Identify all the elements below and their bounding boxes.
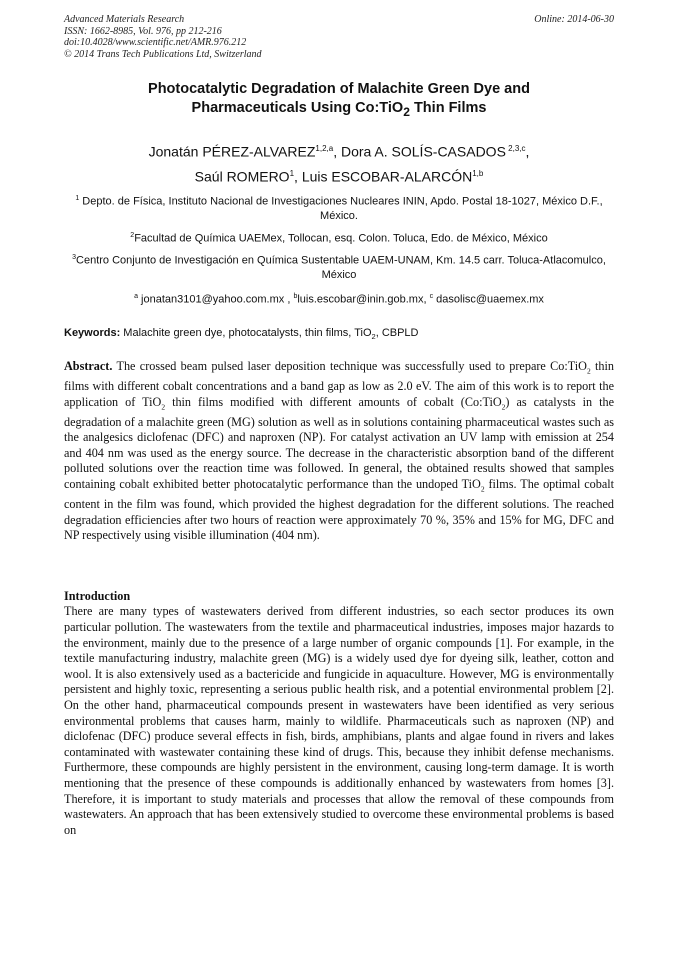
title-line-1: Photocatalytic Degradation of Malachite Green Dye and	[148, 81, 530, 97]
journal-header	[64, 14, 614, 60]
authors-line-2: Saúl ROMERO$^1$, Luis ESCOBAR-ALARCÓN$^{1,b}$	[194, 168, 484, 185]
abstract: Abstract. The crossed beam pulsed laser deposition technique was successfully used to prepare Co:TiO$_2$ thin films with different cobalt concentrations and a band gap as low as 2.0 eV. The aim of this work is to report the application of TiO$_2$ thin films modified with different amounts of cobalt (Co:TiO$_2$) as catalysts in the degradation of a malachite green (MG) solution as well as in solutions containing pharmaceutical wastes such as the analgesics diclofenac (DFC) and naproxen (NP). For catalyst activation an UV lamp with emission at 254 and 404 nm was used as the energy source. The decrease in the characteristic absorption band of the different polluted solutions over the reaction time was followed. In general, the obtained results showed that samples containing cobalt exhibited better photocatalytic performance than the undoped TiO$_2$ films. The optimal cobalt content in the film was found, which provided the highest degradation for the different solutions. The reached degradation efficiencies after two hours of reaction were approximately 70 %, 35% and 15% for MG, DFC and NP respectively using visible illumination (404 nm).	[64, 359, 615, 543]
abstract-label: Abstract.	[64, 359, 113, 374]
author-name: Jonatán PÉREZ-ALVAREZ	[148, 143, 316, 160]
paper-title	[64, 80, 614, 122]
issn-line: ISSN: 1662-8985, Vol. 976, pp 212-216	[64, 25, 222, 37]
author-name: Dora A. SOLÍS-CASADOS	[340, 143, 506, 160]
paper-page	[64, 14, 614, 838]
keywords-label: Keywords:	[64, 326, 121, 339]
author-list	[64, 138, 614, 187]
authors-line-1: Jonatán PÉREZ-ALVAREZ$^{1,2,a}$, Dora A. SOLÍS-CASADOS $^{2,3,c}$,	[148, 143, 530, 160]
author-name: Luis ESCOBAR-ALARCÓN	[301, 168, 473, 185]
introduction-heading: Introduction	[64, 588, 131, 603]
introduction-text: There are many types of wastewaters derived from different industries, so each sector produces its own particular pollution. The wastewaters from the textile and pharmaceutical industries, imposes major hazards to the environment, mainly due to the presence of a large number of organic compounds [1]. For example, in the textile manufacturing industry, malachite green (MG) is a widely used dye for dyeing silk, leather, cotton and wool. It is also extensively used as a bactericide and fungicide in aquaculture. However, MG is environmentally persistent and highly toxic, representing a serious public health risk, and a potential environmental problem [2]. On the other hand, pharmaceutical compounds present in wastewaters have been identified as very serious environmental problems that causes harm, mainly to wildlife. Pharmaceuticals such as naproxen (NP) and diclofenac (DFC) produce several effects in fish, birds, amphibians, plants and algae found in rivers and lakes contaminated with wastewater containing these kind of drugs. This, because they inhibit defense mechanisms. Furthermore, these compounds are highly persistent in the environment, causing long-term damage. It is worth mentioning that the presence of these compounds is additionally enhanced by wastewaters from homes [3]. Therefore, it is important to study materials and processes that allow the removal of these compounds from wastewaters. An approach that has been extensively studied to overcome these environmental problems is based on	[64, 604, 614, 837]
author-emails: $^a$ jonatan3101@yahoo.com.mx , $^b$luis.escobar@inin.gob.mx, $^c$ dasolisc@uaemex.mx	[134, 292, 544, 306]
copyright-line: © 2014 Trans Tech Publications Ltd, Switzerland	[64, 48, 262, 60]
affiliation-1: $^1$ Depto. de Física, Instituto Nacional de Investigaciones Nucleares ININ, Apdo. Postal 18-1027, México D.F., México.	[75, 195, 603, 223]
author-name: Saúl ROMERO	[194, 168, 290, 185]
online-date: Online: 2014-06-30	[534, 14, 614, 25]
title-line-2: Pharmaceuticals Using Co:TiO$_2$ Thin Films	[191, 100, 487, 119]
doi-line: doi:10.4028/www.scientific.net/AMR.976.212	[64, 37, 247, 48]
affiliation-3: $^3$Centro Conjunto de Investigación en Química Sustentable UAEM-UNAM, Km. 14.5 carr. Toluca-Atlacomulco, México	[72, 254, 606, 282]
affiliation-2: $^2$Facultad de Química UAEMex, Tollocan, esq. Colon. Toluca, Edo. de México, México	[130, 231, 548, 245]
keywords: Keywords: Malachite green dye, photocatalysts, thin films, TiO$_2$, CBPLD	[64, 326, 419, 342]
journal-name: Advanced Materials Research	[64, 14, 185, 25]
